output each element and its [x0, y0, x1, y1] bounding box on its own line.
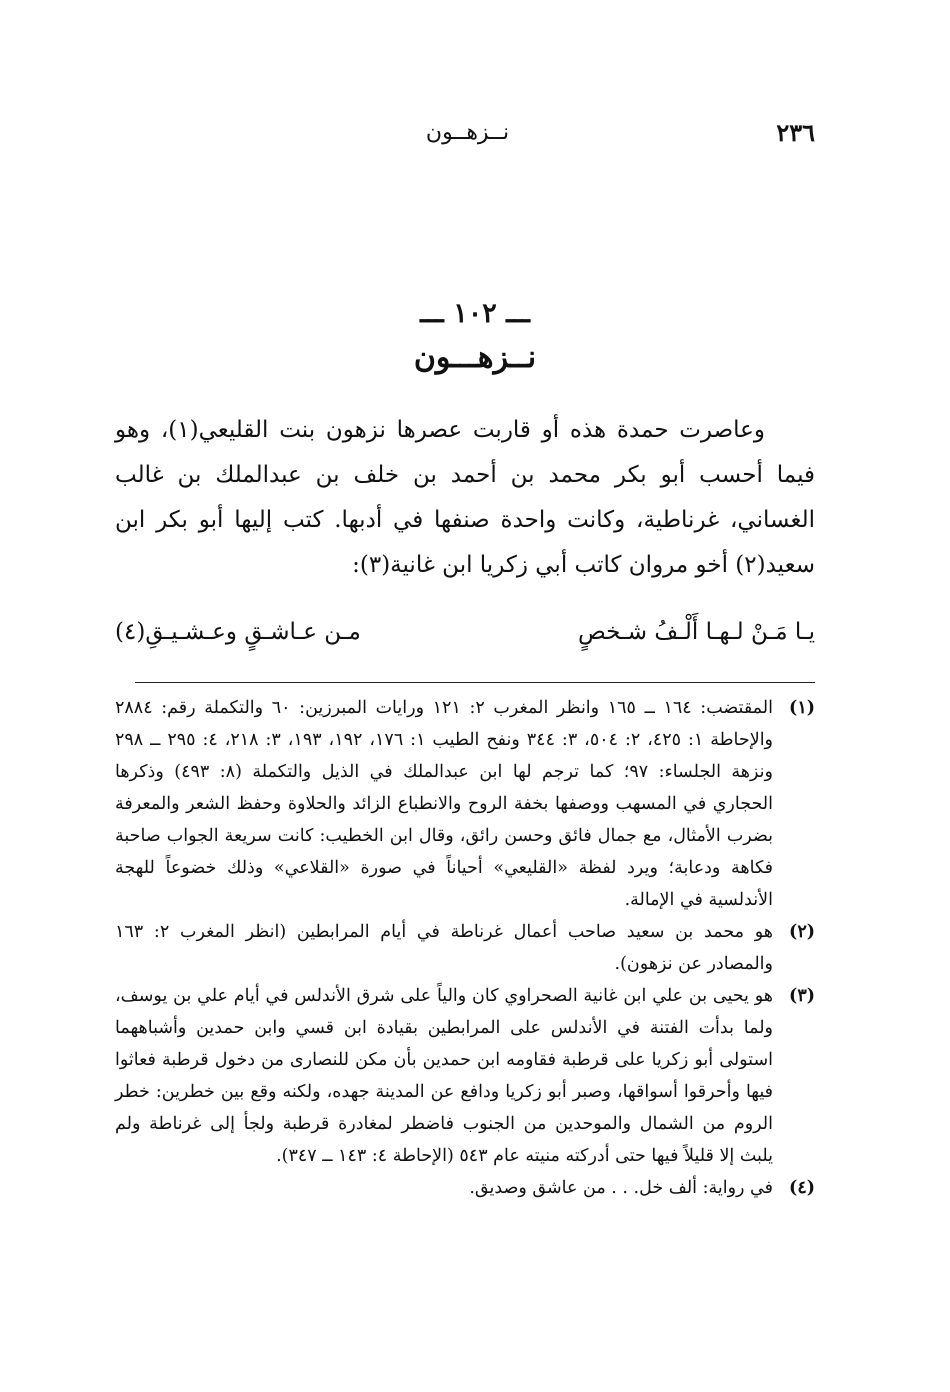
verse-left-hemistich: مـن عـاشـقٍ وعـشـيـقِ(٤)	[115, 619, 361, 645]
page-number: ٢٣٦	[776, 118, 815, 147]
footnote-marker: (٣)	[789, 986, 815, 1006]
footnotes	[115, 692, 815, 1204]
footnote-3	[115, 980, 815, 1172]
footnote-text: هو يحيى بن علي ابن غانية الصحراوي كان والياً على شرق الأندلس في أيام علي بن يوسف، ولما بدأت الفتنة في الأندلس على المرابطين بقيادة ابن قسي وابن حمدين وأشباههما استولى أبو زكريا على قرطبة فقاومه ابن حمدين بأن مكن للنصارى من دخول قرطبة فعاثوا فيها وأحرقوا أسواقها، وصبر أبو زكريا ودافع عن المدينة جهده، ولكنه وقع بين خطرين: خطر الروم من الشمال والموحدين من الجنوب فاضطر لمغادرة قرطبة ولجأ إلى غرناطة ولم يلبث إلا قليلاً فيها حتى أدركته منيته عام ٥٤٣ (الإحاطة ٤: ١٤٣ ــ ٣٤٧).	[115, 986, 773, 1166]
entry-number: ـــ ١٠٢ ـــ	[420, 298, 530, 329]
footnote-text: المقتضب: ١٦٤ ــ ١٦٥ وانظر المغرب ٢: ١٢١ ورايات المبرزين: ٦٠ والتكملة رقم: ٢٨٨٤ والإحاطة ١: ٤٢٥، ٢: ٥٠٤، ٣: ٣٤٤ ونفح الطيب ١: ١٧٦، ١٩٢، ١٩٣، ٣: ٢١٨، ٤: ٢٩٥ ــ ٢٩٨ ونزهة الجلساء: ٩٧؛ كما ترجم لها ابن عبدالملك في الذيل والتكملة (٨: ٤٩٣) وذكرها الحجاري في المسهب ووصفها بخفة الروح والانطباع الزائد والحلاوة وحفظ الشعر والمعرفة بضرب الأمثال، مع جمال فائق وحسن رائق، وقال ابن الخطيب: كانت سريعة الجواب صاحبة فكاهة ودعابة؛ ويرد لفظة «القليعي» أحياناً في صورة «القلاعي» وذلك خضوعاً للهجة الأندلسية في الإمالة.	[115, 698, 774, 910]
running-header	[120, 118, 815, 158]
running-title: نــزهــون	[425, 120, 510, 145]
footnote-text: في رواية: ألف خل. . . من عاشق وصديق.	[469, 1178, 773, 1198]
footnote-1	[115, 692, 815, 916]
footnote-text: هو محمد بن سعيد صاحب أعمال غرناطة في أيام المرابطين (انظر المغرب ٢: ١٦٣ والمصادر عن نزهون).	[115, 922, 773, 974]
footnote-2	[115, 916, 815, 980]
footnote-marker: (٢)	[789, 922, 815, 942]
footnote-4	[115, 1172, 815, 1204]
entry-title: نــزهـــون	[413, 340, 537, 375]
footnote-marker: (٤)	[789, 1178, 815, 1198]
body-paragraph: وعاصرت حمدة هذه أو قاربت عصرها نزهون بنت القليعي(١)، وهو فيما أحسب أبو بكر محمد بن أحمد بن خلف بن عبدالملك بن غالب الغساني، غرناطية، وكانت واحدة صنفها في أدبها. كتب إليها أبو بكر ابن سعيد(٢) أخو مروان كاتب أبي زكريا ابن غانية(٣):	[115, 417, 815, 578]
verse-line	[115, 612, 815, 652]
verse-right-hemistich: يـا مَـنْ لـهـا أَلْـفُ شـخصٍ	[577, 619, 815, 645]
footnote-separator	[135, 682, 815, 683]
body-text	[115, 408, 815, 588]
footnote-marker: (١)	[789, 698, 815, 718]
